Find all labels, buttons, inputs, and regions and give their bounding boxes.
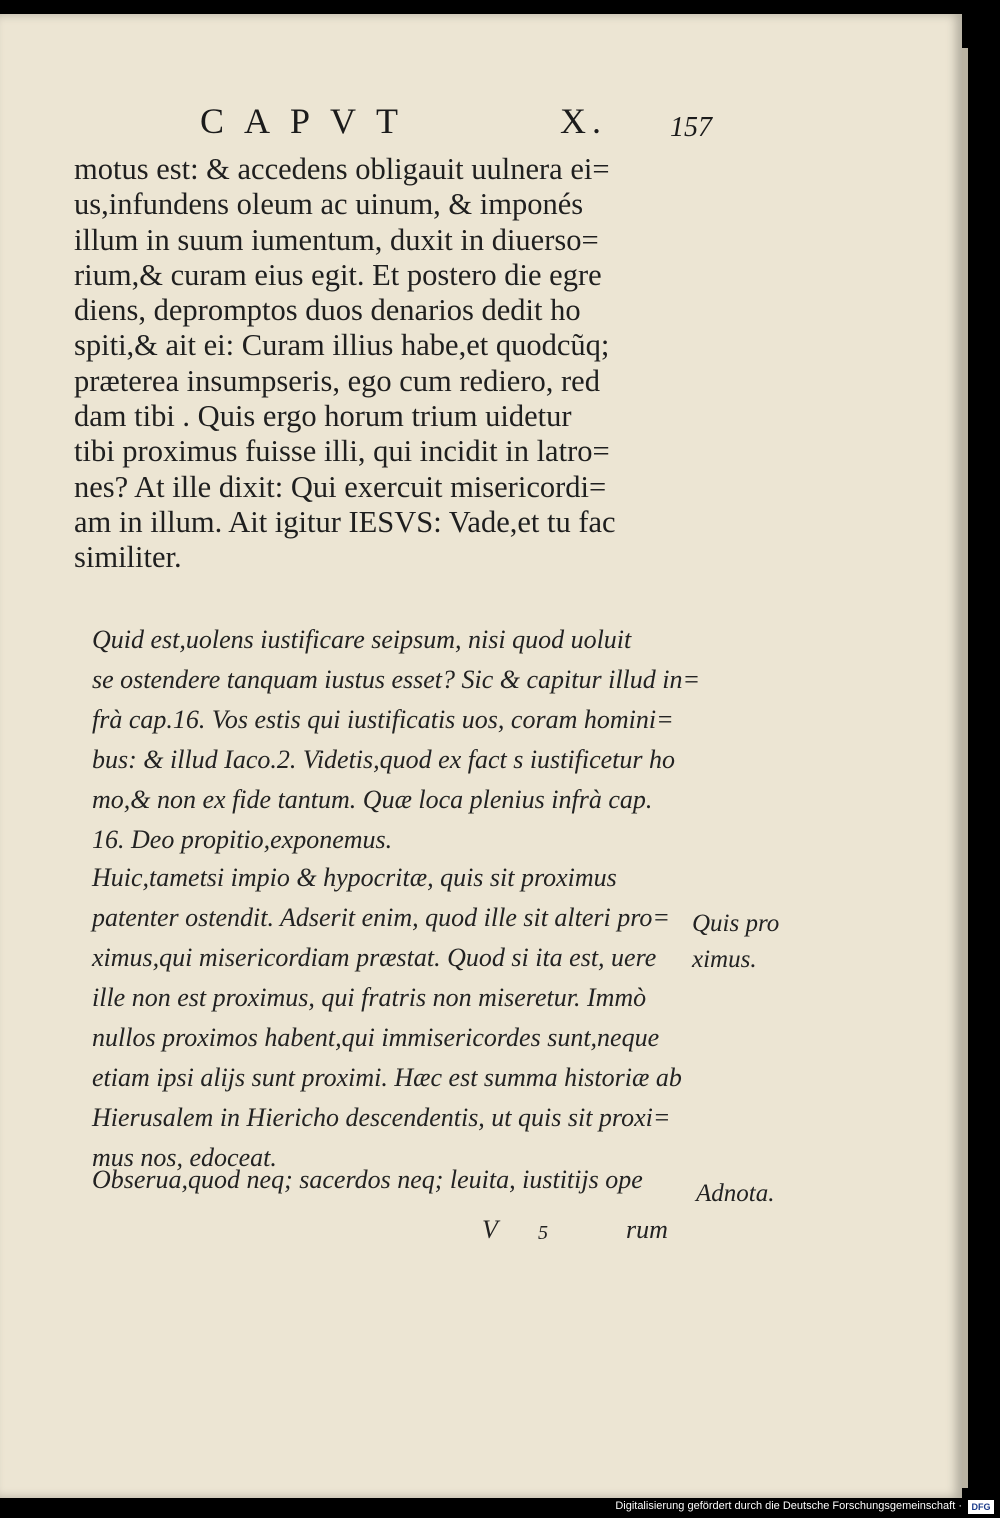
text-line: spiti,& ait ei: Curam illius habe,et quodcũq;	[74, 328, 610, 363]
text-line: tibi proximus fuisse illi, qui incidit in latro=	[74, 434, 610, 469]
commentary-paragraph-2	[92, 858, 732, 1178]
commentary-line: bus: & illud Iaco.2. Videtis,quod ex fact s iustificetur ho	[92, 745, 675, 774]
text-line: similiter.	[74, 540, 182, 575]
text-line: nes? At ille dixit: Qui exercuit misericordi=	[74, 469, 607, 504]
commentary-line: Hierusalem in Hiericho descendentis, ut quis sit proxi=	[92, 1103, 671, 1132]
running-head	[200, 100, 720, 140]
commentary-line: nullos proximos habent,qui immisericordes sunt,neque	[92, 1023, 660, 1052]
marginal-note-adnota	[696, 1176, 774, 1212]
page-edge	[962, 48, 968, 1488]
commentary-line: frà cap.16. Vos estis qui iustificatis uos, coram homini=	[92, 705, 674, 734]
commentary-paragraph-1	[92, 620, 732, 860]
scripture-text	[74, 152, 734, 576]
text-line: dam tibi . Quis ergo horum trium uidetur	[74, 399, 572, 434]
dfg-logo: DFG	[968, 1500, 994, 1514]
commentary-line: patenter ostendit. Adserit enim, quod ille sit alteri pro=	[92, 903, 670, 932]
commentary-line: ximus,qui misericordiam præstat. Quod si ita est, uere	[92, 943, 657, 972]
text-line: illum in suum iumentum, duxit in diuerso=	[74, 222, 599, 257]
commentary-line: Huic,tametsi impio & hypocritæ, quis sit proximus	[92, 863, 617, 892]
chapter-number: X.	[560, 101, 607, 141]
commentary-line: mus nos, edoceat.	[92, 1143, 277, 1172]
commentary-line: 16. Deo propitio,exponemus.	[92, 825, 393, 854]
signature-mark: V	[482, 1215, 498, 1244]
catchword: rum	[626, 1215, 668, 1244]
commentary-paragraph-3	[92, 1160, 732, 1200]
folio-number: 157	[670, 112, 712, 143]
commentary-line: ille non est proximus, qui fratris non miseretur. Immò	[92, 983, 647, 1012]
commentary-line: etiam ipsi alijs sunt proximi. Hæc est summa historiæ ab	[92, 1063, 682, 1092]
signature-number: 5	[538, 1222, 548, 1244]
digitization-credit: Digitalisierung gefördert durch die Deutsche Forschungsgemeinschaft ·	[615, 1500, 962, 1512]
commentary-line: mo,& non ex fide tantum. Quæ loca plenius infrà cap.	[92, 785, 653, 814]
text-line: præterea insumpseris, ego cum rediero, red	[74, 363, 600, 398]
marginal-note-line: Quis pro	[692, 910, 780, 937]
marginal-note-line: ximus.	[692, 946, 757, 973]
running-title: CAPVT	[200, 101, 419, 141]
marginal-note-line: Adnota.	[696, 1180, 775, 1207]
commentary-line: se ostendere tanquam iustus esset? Sic & capitur illud in=	[92, 665, 701, 694]
marginal-note-proximus	[692, 906, 779, 978]
text-line: diens, depromptos duos denarios dedit ho	[74, 293, 581, 328]
text-line: us,infundens oleum ac uinum, & imponés	[74, 187, 584, 222]
commentary-line: Quid est,uolens iustificare seipsum, nisi quod uoluit	[92, 625, 632, 654]
text-line: rium,& curam eius egit. Et postero die egre	[74, 257, 602, 292]
commentary-line: Obserua,quod neq; sacerdos neq; leuita, iustitijs ope	[92, 1165, 643, 1194]
text-line: am in illum. Ait igitur IESVS: Vade,et tu fac	[74, 504, 616, 539]
text-line: motus est: & accedens obligauit uulnera ei=	[74, 152, 610, 186]
